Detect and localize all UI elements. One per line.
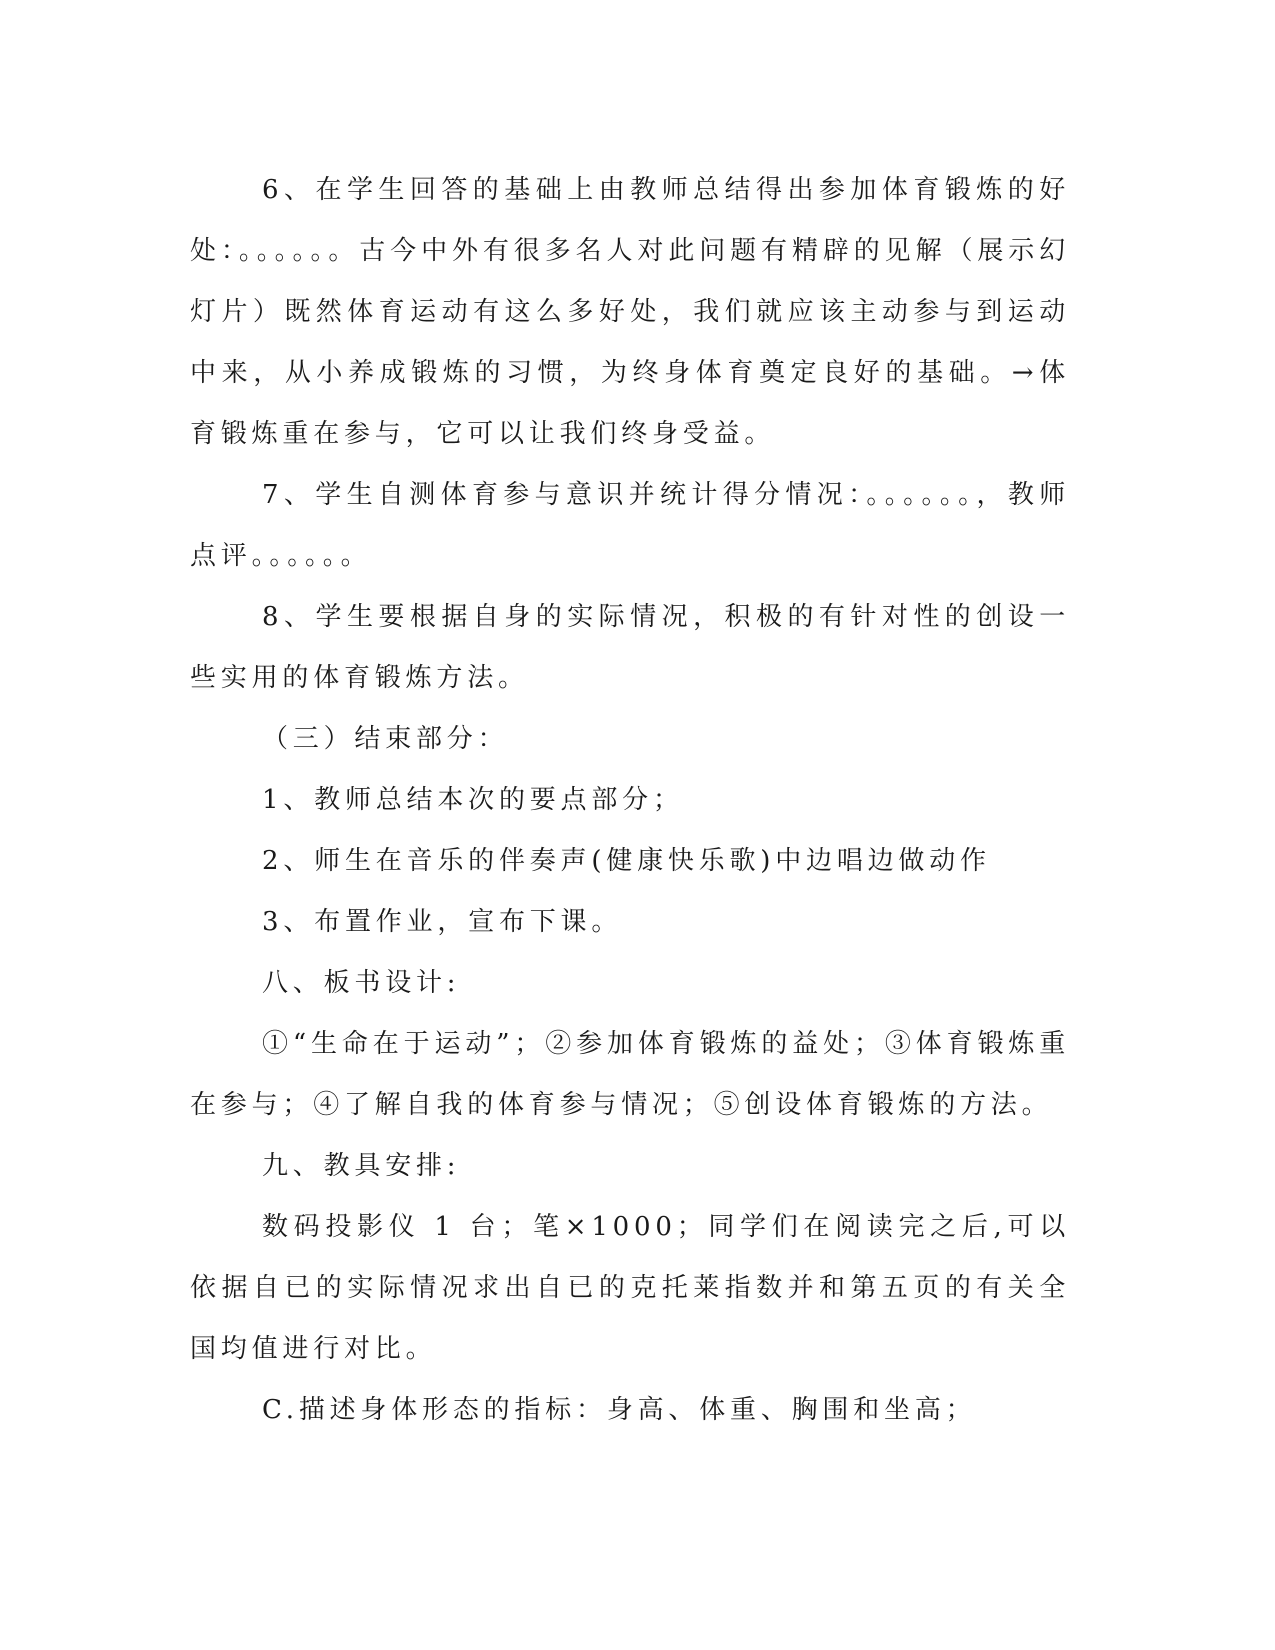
paragraph-step-6: 6、在学生回答的基础上由教师总结得出参加体育锻炼的好处：。。。。。。古今中外有很多名人对此问题有精辟的见解（展示幻灯片）既然体育运动有这么多好处，我们就应该主动参与到运动中来，从小养成锻炼的习惯，为终身体育奠定良好的基础。→体育锻炼重在参与，它可以让我们终身受益。 xyxy=(190,175,1070,449)
document-body xyxy=(190,160,1070,1441)
body-form-indicators: C.描述身体形态的指标：身高、体重、胸围和坐高； xyxy=(262,1395,977,1425)
closing-item-2: 2、师生在音乐的伴奏声(健康快乐歌)中边唱边做动作 xyxy=(262,846,991,876)
teaching-aids-content: 数码投影仪 1 台；笔×1000；同学们在阅读完之后,可以依据自已的实际情况求出自已的克托莱指数并和第五页的有关全国均值进行对比。 xyxy=(190,1212,1070,1364)
closing-item-1: 1、教师总结本次的要点部分； xyxy=(262,785,684,815)
section-heading-board-design: 八、板书设计: xyxy=(262,968,461,998)
closing-item-3: 3、布置作业，宣布下课。 xyxy=(262,907,623,937)
section-heading-teaching-aids: 九、教具安排: xyxy=(262,1151,461,1181)
section-heading-closing: （三）结束部分： xyxy=(262,724,509,754)
paragraph-step-7: 7、学生自测体育参与意识并统计得分情况：。。。。。。，教师点评。。。。。。 xyxy=(190,480,1070,571)
paragraph-step-8: 8、学生要根据自身的实际情况，积极的有针对性的创设一些实用的体育锻炼方法。 xyxy=(190,602,1070,693)
board-design-content: ①“生命在于运动”；②参加体育锻炼的益处；③体育锻炼重在参与；④了解自我的体育参与情况；⑤创设体育锻炼的方法。 xyxy=(190,1029,1070,1120)
